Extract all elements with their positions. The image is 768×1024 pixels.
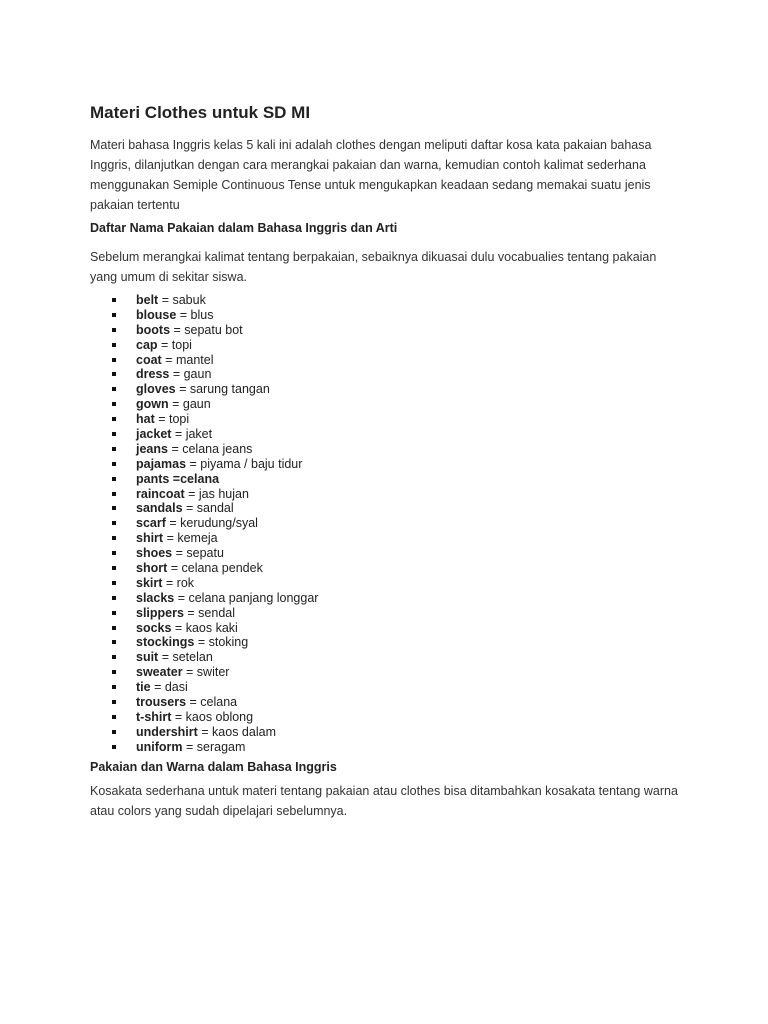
- vocabulary-term: short: [136, 561, 168, 576]
- square-bullet-icon: [112, 417, 116, 421]
- vocabulary-item: [110, 442, 318, 457]
- vocabulary-item: [110, 323, 318, 338]
- vocabulary-meaning: = celana pendek: [167, 561, 263, 576]
- square-bullet-icon: [112, 581, 116, 585]
- vocabulary-term: raincoat: [136, 486, 185, 501]
- square-bullet-icon: [112, 655, 116, 659]
- vocabulary-intro-paragraph: Sebelum merangkai kalimat tentang berpakaian, sebaiknya dikuasai dulu vocabualies tentang pakaian yang umum di sekitar siswa.: [90, 250, 657, 284]
- vocabulary-meaning: = mantel: [161, 352, 214, 367]
- vocabulary-term: suit: [136, 650, 159, 665]
- vocabulary-meaning: = jas hujan: [184, 486, 249, 501]
- square-bullet-icon: [112, 745, 116, 749]
- intro-paragraph: Materi bahasa Inggris kelas 5 kali ini adalah clothes dengan meliputi daftar kosa kata pakaian bahasa Inggris, dilanjutkan dengan cara merangkai pakaian dan warna, kemudian contoh kalimat sederhana menggunakan Semiple Continuous Tense untuk mengukapkan keadaan sedang memakai suatu jenis pakaian tertentu: [90, 138, 652, 212]
- vocabulary-item: [110, 695, 318, 710]
- vocabulary-meaning: = blus: [176, 307, 214, 322]
- vocabulary-term: sandals: [136, 501, 183, 516]
- vocabulary-item: [110, 725, 318, 740]
- vocabulary-term: slippers: [136, 605, 184, 620]
- vocabulary-item: [110, 367, 318, 382]
- vocabulary-meaning: = setelan: [158, 650, 213, 665]
- vocabulary-term: pajamas: [136, 456, 187, 471]
- vocabulary-term: shirt: [136, 531, 164, 546]
- vocabulary-item: [110, 531, 318, 546]
- vocabulary-term: gown: [136, 397, 169, 412]
- vocabulary-meaning: = sandal: [182, 501, 234, 516]
- vocabulary-term: shoes: [136, 546, 173, 561]
- vocabulary-meaning: = kaos oblong: [171, 709, 254, 724]
- vocabulary-item: [110, 353, 318, 368]
- square-bullet-icon: [112, 730, 116, 734]
- vocabulary-item: [110, 606, 318, 621]
- square-bullet-icon: [112, 596, 116, 600]
- vocabulary-meaning: = dasi: [150, 680, 188, 695]
- square-bullet-icon: [112, 462, 116, 466]
- square-bullet-icon: [112, 715, 116, 719]
- vocabulary-item: [110, 546, 318, 561]
- vocabulary-meaning: = topi: [154, 412, 190, 427]
- square-bullet-icon: [112, 372, 116, 376]
- vocabulary-term: hat: [136, 412, 155, 427]
- vocabulary-item: [110, 308, 318, 323]
- vocabulary-item: [110, 740, 318, 755]
- vocabulary-term: blouse: [136, 307, 177, 322]
- vocabulary-item: [110, 561, 318, 576]
- vocabulary-item: [110, 457, 318, 472]
- square-bullet-icon: [112, 477, 116, 481]
- square-bullet-icon: [112, 626, 116, 630]
- vocabulary-meaning: = rok: [162, 575, 195, 590]
- vocabulary-item: [110, 338, 318, 353]
- square-bullet-icon: [112, 447, 116, 451]
- vocabulary-term: sweater: [136, 665, 183, 680]
- vocabulary-list: [110, 293, 318, 755]
- square-bullet-icon: [112, 700, 116, 704]
- vocabulary-term: jeans: [136, 441, 168, 456]
- square-bullet-icon: [112, 358, 116, 362]
- vocabulary-meaning: = topi: [157, 337, 192, 352]
- vocabulary-meaning: = kemeja: [163, 531, 218, 546]
- vocabulary-meaning: = gaun: [168, 397, 211, 412]
- vocabulary-term: scarf: [136, 516, 166, 531]
- vocabulary-meaning: = piyama / baju tidur: [186, 456, 303, 471]
- vocabulary-meaning: = kerudung/syal: [165, 516, 258, 531]
- vocabulary-item: [110, 680, 318, 695]
- vocabulary-term: gloves: [136, 382, 176, 397]
- vocabulary-term: pants =celana: [136, 471, 220, 486]
- vocabulary-term: dress: [136, 367, 170, 382]
- vocabulary-item: [110, 635, 318, 650]
- vocabulary-term: jacket: [136, 427, 172, 442]
- vocabulary-meaning: = sarung tangan: [175, 382, 270, 397]
- section-heading-vocabulary: Daftar Nama Pakaian dalam Bahasa Inggris dan Arti: [90, 221, 398, 235]
- vocabulary-meaning: = gaun: [169, 367, 212, 382]
- vocabulary-meaning: = sepatu: [172, 546, 224, 561]
- vocabulary-item: [110, 293, 318, 308]
- vocabulary-meaning: = celana jeans: [167, 441, 253, 456]
- vocabulary-term: boots: [136, 322, 171, 337]
- vocabulary-item: [110, 710, 318, 725]
- vocabulary-term: tie: [136, 680, 151, 695]
- vocabulary-term: uniform: [136, 739, 183, 754]
- square-bullet-icon: [112, 387, 116, 391]
- square-bullet-icon: [112, 328, 116, 332]
- square-bullet-icon: [112, 566, 116, 570]
- vocabulary-meaning: = seragam: [182, 739, 246, 754]
- vocabulary-term: socks: [136, 620, 172, 635]
- vocabulary-meaning: = celana: [186, 695, 238, 710]
- vocabulary-term: slacks: [136, 590, 175, 605]
- square-bullet-icon: [112, 432, 116, 436]
- square-bullet-icon: [112, 402, 116, 406]
- vocabulary-term: skirt: [136, 575, 163, 590]
- vocabulary-meaning: = sabuk: [158, 293, 206, 307]
- vocabulary-item: [110, 665, 318, 680]
- vocabulary-term: belt: [136, 293, 159, 307]
- vocabulary-item: [110, 427, 318, 442]
- square-bullet-icon: [112, 685, 116, 689]
- square-bullet-icon: [112, 611, 116, 615]
- square-bullet-icon: [112, 536, 116, 540]
- colors-paragraph: Kosakata sederhana untuk materi tentang pakaian atau clothes bisa ditambahkan kosakata tentang warna atau colors yang sudah dipelajari sebelumnya.: [90, 784, 678, 818]
- vocabulary-term: stockings: [136, 635, 195, 650]
- vocabulary-meaning: = sepatu bot: [170, 322, 243, 337]
- vocabulary-meaning: = switer: [182, 665, 230, 680]
- vocabulary-item: [110, 501, 318, 516]
- square-bullet-icon: [112, 313, 116, 317]
- vocabulary-meaning: = celana panjang longgar: [174, 590, 319, 605]
- section-heading-colors: Pakaian dan Warna dalam Bahasa Inggris: [90, 760, 337, 774]
- square-bullet-icon: [112, 551, 116, 555]
- square-bullet-icon: [112, 670, 116, 674]
- vocabulary-meaning: = kaos kaki: [171, 620, 238, 635]
- square-bullet-icon: [112, 343, 116, 347]
- square-bullet-icon: [112, 298, 116, 302]
- vocabulary-item: [110, 382, 318, 397]
- vocabulary-item: [110, 472, 318, 487]
- vocabulary-meaning: = kaos dalam: [197, 724, 276, 739]
- square-bullet-icon: [112, 640, 116, 644]
- vocabulary-item: [110, 516, 318, 531]
- square-bullet-icon: [112, 521, 116, 525]
- vocabulary-item: [110, 397, 318, 412]
- vocabulary-item: [110, 487, 318, 502]
- vocabulary-term: coat: [136, 352, 162, 367]
- vocabulary-item: [110, 412, 318, 427]
- square-bullet-icon: [112, 492, 116, 496]
- vocabulary-meaning: = stoking: [194, 635, 249, 650]
- vocabulary-meaning: = jaket: [171, 427, 213, 442]
- page-title: Materi Clothes untuk SD MI: [90, 103, 311, 122]
- vocabulary-item: [110, 591, 318, 606]
- vocabulary-term: cap: [136, 337, 158, 352]
- square-bullet-icon: [112, 506, 116, 510]
- vocabulary-item: [110, 621, 318, 636]
- vocabulary-item: [110, 650, 318, 665]
- vocabulary-term: t-shirt: [136, 709, 172, 724]
- vocabulary-item: [110, 576, 318, 591]
- vocabulary-meaning: = sendal: [183, 605, 236, 620]
- vocabulary-term: trousers: [136, 695, 187, 710]
- vocabulary-term: undershirt: [136, 724, 198, 739]
